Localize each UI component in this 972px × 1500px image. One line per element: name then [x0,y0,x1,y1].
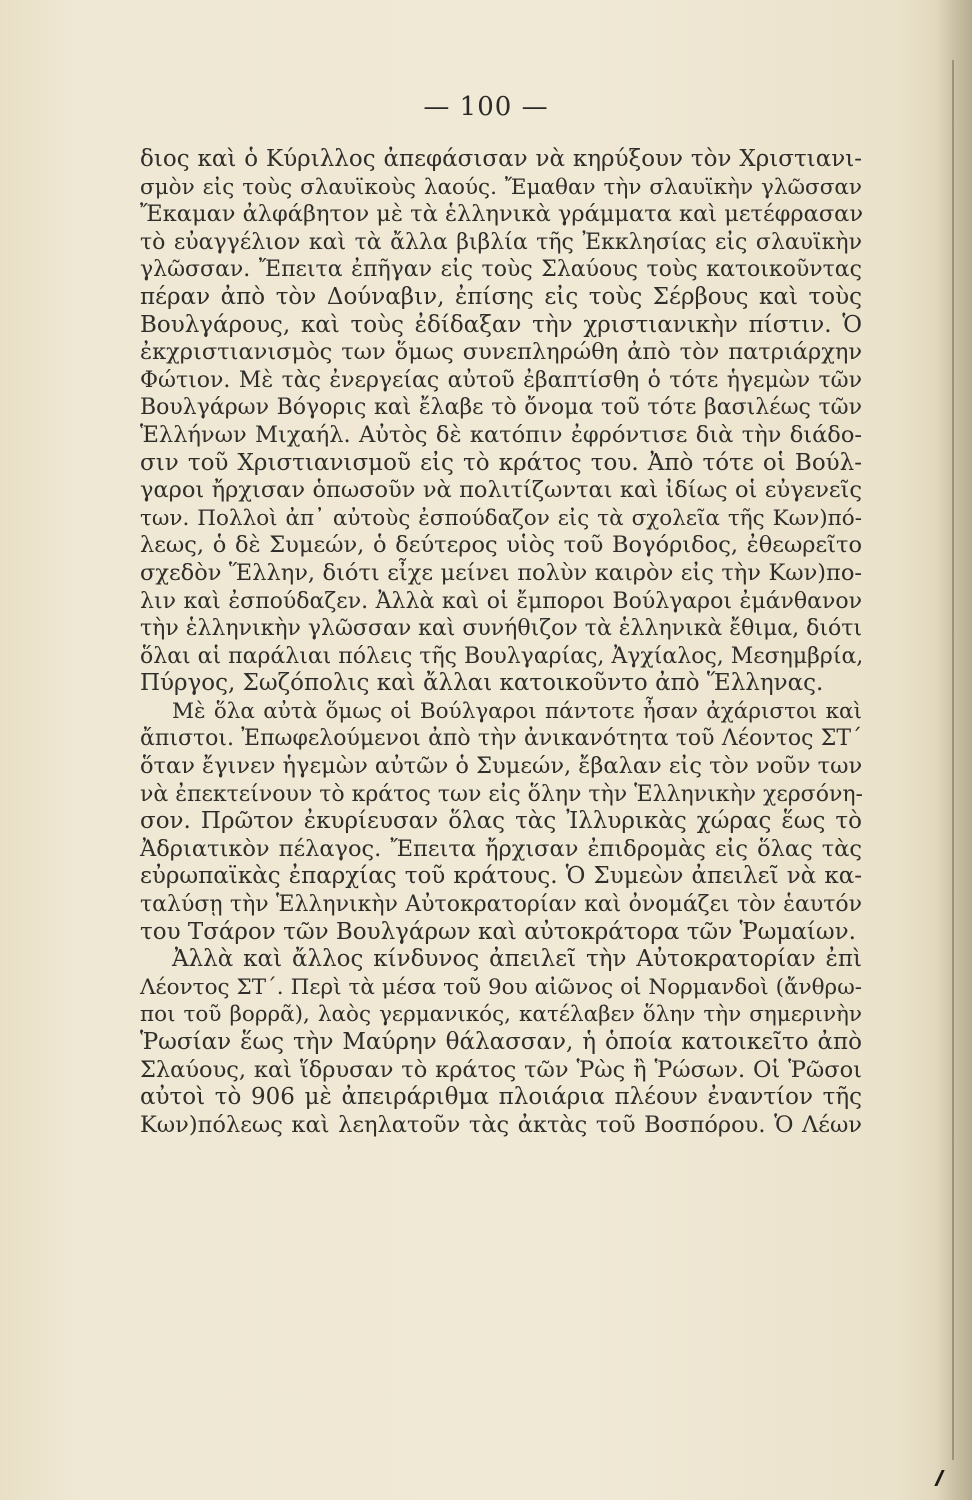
text-line: Ἔκαμαν ἀλφάβητον μὲ τὰ ἑλληνικὰ γράμματα καὶ μετέφρασαν [140,201,864,228]
text-line: αὐτοὶ τὸ 906 μὲ ἀπειράριθμα πλοιάρια πλέουν ἐναντίον τῆς [140,1084,862,1111]
text-line: Ἑλλήνων Μιχαήλ. Αὐτὸς δὲ κατόπιν ἐφρόντισε διὰ τὴν διάδο- [140,421,862,448]
text-line: νὰ ἐπεκτείνουν τὸ κράτος των εἰς ὅλην τὴν Ἑλληνικὴν χερσόνη- [140,781,863,807]
binding-line [952,60,954,1460]
text-line: ὅλαι αἱ παράλιαι πόλεις τῆς Βουλγαρίας, Ἀγχίαλος, Μεσημβρία, [140,643,864,669]
text-line: ὅταν ἔγινεν ἡγεμὼν αὐτῶν ὁ Συμεών, ἔβαλαν εἰς τὸν νοῦν των [140,753,863,780]
text-line: λεως, ὁ δὲ Συμεών, ὁ δεύτερος υἱὸς τοῦ Βογόριδος, ἐθεωρεῖτο [140,532,862,559]
body-text [140,146,862,1139]
text-line: τὴν ἑλληνικὴν γλῶσσαν καὶ συνήθιζον τὰ ἑλληνικὰ ἔθιμα, διότι [140,616,862,642]
text-line: Βουλγάρους, καὶ τοὺς ἐδίδαξαν τὴν χριστιανικὴν πίστιν. Ὁ [140,311,862,338]
text-line: Πύργος, Σωζόπολις καὶ ἄλλαι κατοικοῦντο ἀπὸ Ἕλληνας. [140,670,824,697]
text-line: σχεδὸν Ἕλλην, διότι εἶχε μείνει πολὺν καιρὸν εἰς τὴν Κων)πο- [140,559,862,586]
text-line: ποι τοῦ βορρᾶ), λαὸς γερμανικός, κατέλαβεν ὅλην τὴν σημερινὴν [140,1002,862,1028]
text-line: σιν τοῦ Χριστιανισμοῦ εἰς τὸ κράτος του. Ἀπὸ τότε οἱ Βούλ- [140,449,862,476]
text-line: γλῶσσαν. Ἔπειτα ἐπῆγαν εἰς τοὺς Σλαύους τοὺς κατοικοῦντας [140,257,862,283]
text-line: εὐρωπαϊκὰς ἐπαρχίας τοῦ κράτους. Ὁ Συμεὼν ἀπειλεῖ νὰ κα- [140,863,862,890]
text-line: Βουλγάρων Βόγορις καὶ ἔλαβε τὸ ὄνομα τοῦ τότε βασιλέως τῶν [140,395,862,421]
text-line: Σλαύους, καὶ ἵδρυσαν τὸ κράτος τῶν Ῥὼς ἢ Ῥώσων. Οἱ Ῥῶσοι [140,1056,862,1083]
text-line: γαροι ἤρχισαν ὁπωσοῦν νὰ πολιτίζωνται καὶ ἰδίως οἱ εὐγενεῖς [140,477,862,504]
text-line: διος καὶ ὁ Κύριλλος ἀπεφάσισαν νὰ κηρύξουν τὸν Χριστιανι- [140,146,862,172]
text-line: Ῥωσίαν ἕως τὴν Μαύρην θάλασσαν, ἡ ὁποία κατοικεῖτο ἀπὸ [140,1029,862,1055]
text-line: τὸ εὐαγγέλιον καὶ τὰ ἄλλα βιβλία τῆς Ἐκκλησίας εἰς σλαυϊκὴν [140,229,862,255]
text-line: σμὸν εἰς τοὺς σλαυϊκοὺς λαούς. Ἔμαθαν τὴν σλαυϊκὴν γλῶσσαν [140,174,862,200]
text-line: Μὲ ὅλα αὐτὰ ὅμως οἱ Βούλγαροι πάντοτε ἦσαν ἀχάριστοι καὶ [172,698,862,724]
text-line: ἐκχριστιανισμὸς των ὅμως συνεπληρώθη ἀπὸ τὸν πατριάρχην [140,339,862,366]
text-line: Φώτιον. Μὲ τὰς ἐνεργείας αὐτοῦ ἐβαπτίσθη ὁ τότε ἡγεμὼν τῶν [140,367,862,393]
text-line: Λέοντος ΣΤ΄. Περὶ τὰ μέσα τοῦ 9ου αἰῶνος οἱ Νορμανδοὶ (ἄνθρω- [140,974,862,1000]
page-number: — 100 — [423,92,549,122]
text-line: Ἀδριατικὸν πέλαγος. Ἔπειτα ἤρχισαν ἐπιδρομὰς εἰς ὅλας τὰς [140,835,862,862]
page-edge-shadow [936,0,972,1500]
text-line: Ἀλλὰ καὶ ἄλλος κίνδυνος ἀπειλεῖ τὴν Αὐτοκρατορίαν ἐπὶ [172,946,862,973]
text-line: πέραν ἀπὸ τὸν Δούναβιν, ἐπίσης εἰς τοὺς Σέρβους καὶ τοὺς [140,283,862,310]
text-line: ἄπιστοι. Ἐπωφελούμενοι ἀπὸ τὴν ἀνικανότητα τοῦ Λέοντος ΣΤ΄ [140,726,862,752]
text-line: του Τσάρον τῶν Βουλγάρων καὶ αὐτοκράτορα τῶν Ῥωμαίων. [140,918,856,945]
text-line: λιν καὶ ἐσπούδαζεν. Ἀλλὰ καὶ οἱ ἔμποροι Βούλγαροι ἐμάνθανον [140,588,862,614]
text-line: Κων)πόλεως καὶ λεηλατοῦν τὰς ἀκτὰς τοῦ Βοσπόρου. Ὁ Λέων [140,1111,862,1138]
text-line: σον. Πρῶτον ἐκυρίευσαν ὅλας τὰς Ἰλλυρικὰς χώρας ἕως τὸ [140,808,862,835]
text-line: ταλύσῃ τὴν Ἑλληνικὴν Αὐτοκρατορίαν καὶ ὀνομάζει τὸν ἑαυτόν [140,892,862,918]
text-line: των. Πολλοὶ ἀπ᾿ αὐτοὺς ἐσπούδαζον εἰς τὰ σχολεῖα τῆς Κων)πό- [140,505,862,531]
